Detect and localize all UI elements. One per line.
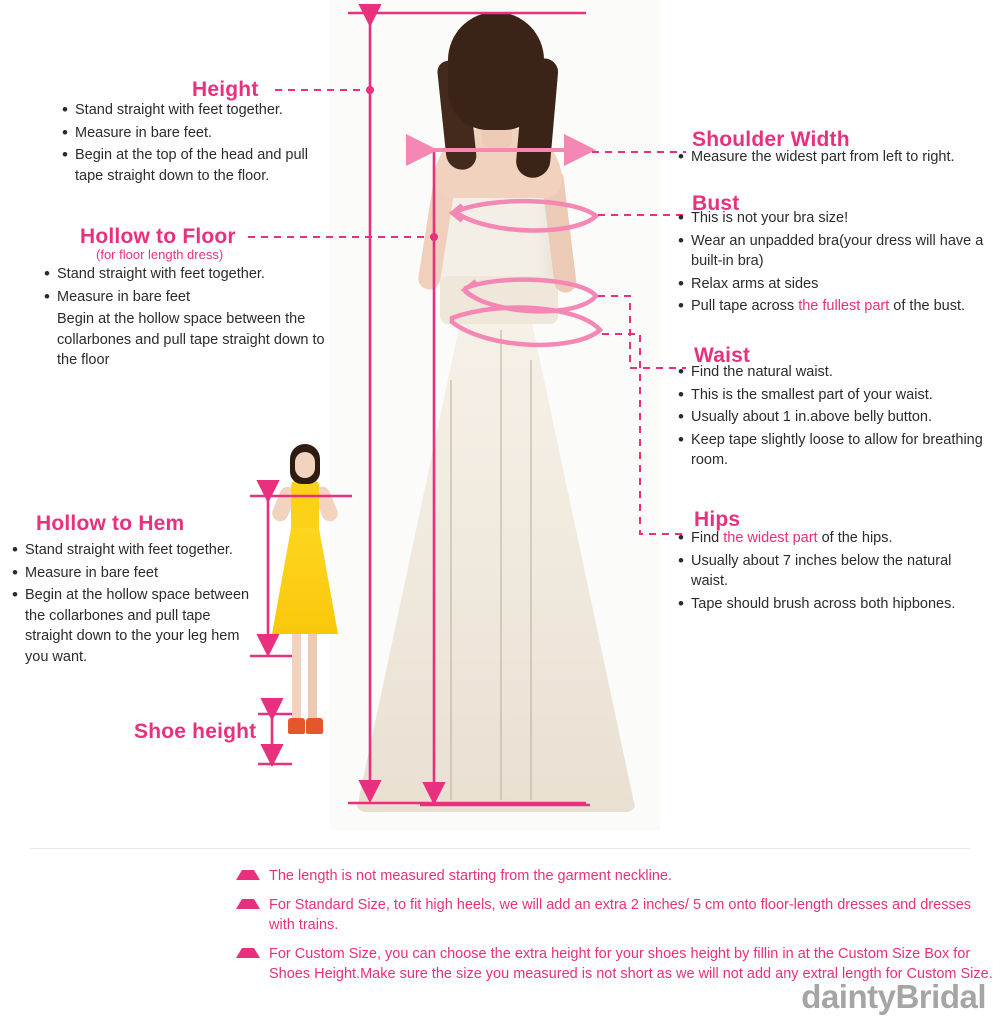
bullet-dot: • xyxy=(44,264,50,283)
bullet-text: Keep tape slightly loose to allow for breathing room. xyxy=(691,431,983,468)
mini-right-shoe xyxy=(306,718,323,734)
bullet-text: Begin at the top of the head and pull tape straight down to the floor. xyxy=(75,147,308,184)
footer-divider xyxy=(30,848,970,849)
mini-right-leg xyxy=(308,630,317,722)
hollow-to-hem-bullets xyxy=(12,540,252,669)
list-item xyxy=(12,563,252,584)
bullet-text: Measure in bare feet. xyxy=(75,124,213,141)
bullet-dot: • xyxy=(62,100,68,119)
hips-heading: Hips xyxy=(694,508,741,531)
bullet-dot: • xyxy=(62,122,68,142)
hips-bullets xyxy=(678,528,992,616)
skirt-fold xyxy=(500,330,502,800)
list-item xyxy=(44,287,336,308)
model-hair xyxy=(448,12,544,130)
list-item xyxy=(44,309,336,371)
height-bullets xyxy=(62,100,338,188)
list-item xyxy=(678,407,988,428)
hollow-to-floor-subheading: (for floor length dress) xyxy=(96,247,224,262)
bullet-text: This is the smallest part of your waist. xyxy=(691,386,933,403)
list-item xyxy=(678,594,992,615)
note-text: The length is not measured starting from the garment neckline. xyxy=(269,868,672,884)
bullet-text: Pull tape across the fullest part of the bust. xyxy=(691,298,966,314)
bullet-text: Begin at the hollow space between the collarbones and pull tape straight down to the floor xyxy=(57,311,325,368)
bullet-text: Measure the widest part from left to right. xyxy=(691,149,955,165)
list-item xyxy=(678,274,1000,295)
bullet-dot: • xyxy=(678,593,684,613)
shoulder-width-heading: Shoulder Width xyxy=(692,128,850,151)
mini-left-shoe xyxy=(288,718,305,734)
bullet-text: Wear an unpadded bra(your dress will have a built-in bra) xyxy=(691,232,984,269)
list-item xyxy=(678,208,1000,229)
bullet-dot: • xyxy=(12,540,18,559)
list-item xyxy=(62,123,338,144)
shoe-height-heading: Shoe height xyxy=(134,720,257,743)
skirt-fold xyxy=(530,360,532,800)
list-item xyxy=(678,147,998,168)
watermark: daintyBridal xyxy=(801,978,986,1015)
bullet-text: This is not your bra size! xyxy=(691,210,849,226)
note-item xyxy=(236,866,996,886)
height-heading: Height xyxy=(192,78,259,101)
bullet-dot: • xyxy=(678,362,684,381)
list-item xyxy=(678,362,988,383)
bullet-dot: • xyxy=(12,562,18,582)
bullet-dot: • xyxy=(678,208,684,227)
bride-photo xyxy=(330,0,660,830)
hollow-to-floor-heading: Hollow to Floor xyxy=(80,225,236,248)
mini-skirt xyxy=(272,524,338,634)
hollow-to-floor-bullets xyxy=(44,264,336,373)
list-item xyxy=(44,264,336,285)
list-item xyxy=(678,385,988,406)
skirt-fold xyxy=(450,380,452,800)
note-item xyxy=(236,895,996,935)
bullet-text: Find the widest part of the hips. xyxy=(691,530,893,546)
list-item xyxy=(12,540,252,561)
bust-highlight: the fullest part xyxy=(798,298,890,314)
list-item xyxy=(12,585,252,667)
bullet-dot: • xyxy=(12,585,18,604)
bullet-text: Stand straight with feet together. xyxy=(57,266,265,282)
list-item xyxy=(62,100,338,121)
bullet-dot: • xyxy=(44,286,50,306)
bullet-dot: • xyxy=(678,528,684,547)
bullet-dot: • xyxy=(678,296,684,315)
bullet-text: Stand straight with feet together. xyxy=(25,542,233,558)
list-item xyxy=(678,430,988,471)
shoulder-width-bullets xyxy=(678,147,998,170)
bullet-text: Tape should brush across both hipbones. xyxy=(691,595,956,612)
waist-bullets xyxy=(678,362,988,473)
bust-heading: Bust xyxy=(692,192,740,215)
bullet-dot: • xyxy=(678,147,684,166)
list-item xyxy=(678,528,992,549)
list-item xyxy=(678,551,992,592)
bullet-dot: • xyxy=(678,429,684,449)
waist-heading: Waist xyxy=(694,344,751,367)
mini-left-leg xyxy=(292,630,301,722)
note-text: For Custom Size, you can choose the extra height for your shoes height by fillin in at the Custom Size Box for Shoes Height.Make sure the size you measured is not short as we will not add any extral length for Custom Size. xyxy=(269,946,993,982)
bullet-text: Measure in bare feet xyxy=(25,564,158,581)
dress-sash xyxy=(440,276,558,324)
mini-face xyxy=(295,452,315,478)
short-dress-model xyxy=(262,440,352,770)
bullet-dot: • xyxy=(678,384,684,404)
bullet-text: Relax arms at sides xyxy=(691,275,819,292)
bullet-dot: • xyxy=(678,273,684,293)
footer-notes xyxy=(236,866,996,993)
mini-torso xyxy=(291,480,319,528)
list-item xyxy=(62,145,338,186)
hips-highlight: the widest part xyxy=(723,530,818,546)
list-item xyxy=(678,296,1000,317)
triangle-bullet-icon xyxy=(236,870,260,880)
bullet-dot: • xyxy=(678,550,684,570)
bust-bullets xyxy=(678,208,1000,319)
bullet-text: Measure in bare feet xyxy=(57,288,190,305)
note-text: For Standard Size, to fit high heels, we will add an extra 2 inches/ 5 cm onto floor-length dresses and dresses with trains. xyxy=(269,897,972,933)
bullet-dot: • xyxy=(62,145,68,164)
bullet-text: Find the natural waist. xyxy=(691,364,833,380)
bullet-dot: • xyxy=(678,407,684,426)
bullet-dot: • xyxy=(678,230,684,250)
hollow-to-hem-heading: Hollow to Hem xyxy=(36,512,185,535)
bullet-text: Usually about 7 inches below the natural waist. xyxy=(691,552,952,589)
bullet-text: Begin at the hollow space between the collarbones and pull tape straight down to the your leg hem you want. xyxy=(25,587,250,665)
bullet-text: Usually about 1 in.above belly button. xyxy=(691,409,933,425)
triangle-bullet-icon xyxy=(236,948,260,958)
triangle-bullet-icon xyxy=(236,899,260,909)
bullet-text: Stand straight with feet together. xyxy=(75,102,283,118)
list-item xyxy=(678,231,1000,272)
